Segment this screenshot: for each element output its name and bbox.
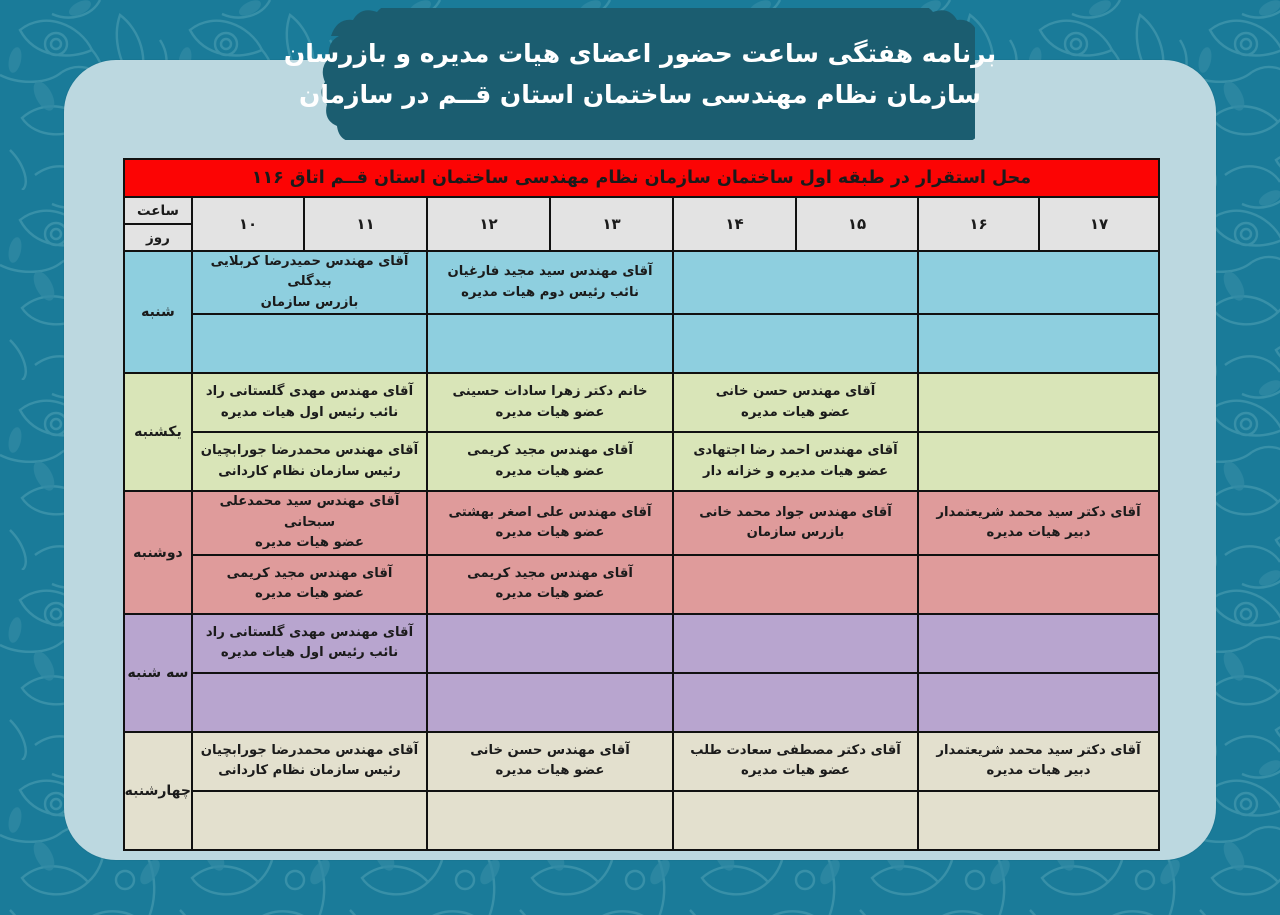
- slot-1-1-3: [192, 432, 427, 491]
- hour-header-۱۳: ۱۳: [550, 197, 673, 251]
- slot-0-1-3: [192, 314, 427, 373]
- hour-header-۱۵: ۱۵: [796, 197, 918, 251]
- slot-2-1-0: [918, 555, 1159, 614]
- slot-person: آقای مهندس مجید کریمی: [467, 565, 633, 581]
- slot-0-1-1: [673, 314, 918, 373]
- location-bar-row: [124, 159, 1159, 197]
- slot-role: عضو هیات مدیره: [495, 586, 605, 602]
- slot-person: خانم دکتر زهرا سادات حسینی: [452, 384, 648, 400]
- day-label-0: شنبه: [124, 251, 192, 373]
- slot-role: رئیس سازمان نظام کاردانی: [218, 463, 401, 479]
- slot-role: عضو هیات مدیره: [495, 404, 605, 420]
- hour-header-۱۱: ۱۱: [304, 197, 427, 251]
- day-label-2: دوشنبه: [124, 491, 192, 613]
- day-row-1-1: [124, 432, 1159, 491]
- title-banner: [283, 8, 997, 140]
- slot-4-1-1: [673, 791, 918, 850]
- slot-role: عضو هیات مدیره و خزانه دار: [703, 463, 888, 479]
- day-row-3-1: [124, 673, 1159, 732]
- day-row-2-0: [124, 491, 1159, 554]
- slot-person: آقای دکتر سید محمد شریعتمدار: [936, 742, 1141, 758]
- hour-header-۱۲: ۱۲: [427, 197, 550, 251]
- slot-1-0-1: [673, 373, 918, 432]
- slot-4-1-2: [427, 791, 673, 850]
- slot-role: عضو هیات مدیره: [255, 535, 364, 551]
- slot-role: نائب رئیس اول هیات مدیره: [220, 404, 399, 420]
- slot-2-0-2: [427, 491, 673, 554]
- slot-3-1-3: [192, 673, 427, 732]
- day-label-1: یکشنبه: [124, 373, 192, 491]
- slot-role: عضو هیات مدیره: [255, 586, 364, 602]
- slot-role: عضو هیات مدیره: [495, 763, 605, 779]
- slot-4-1-3: [192, 791, 427, 850]
- day-row-4-1: [124, 791, 1159, 850]
- title-plaque-shape: [305, 8, 975, 140]
- hour-header-۱۶: ۱۶: [918, 197, 1039, 251]
- hour-header-۱۷: ۱۷: [1039, 197, 1159, 251]
- slot-person: آقای مهندس مجید کریمی: [467, 443, 633, 459]
- slot-4-1-0: [918, 791, 1159, 850]
- slot-person: آقای مهندس جواد محمد خانی: [699, 504, 892, 520]
- slot-4-0-2: [427, 732, 673, 791]
- slot-3-0-3: [192, 614, 427, 673]
- slot-2-0-1: [673, 491, 918, 554]
- slot-person: آقای مهندس حسن خانی: [470, 742, 630, 758]
- slot-role: عضو هیات مدیره: [741, 763, 850, 779]
- slot-0-0-1: [673, 251, 918, 314]
- slot-1-1-2: [427, 432, 673, 491]
- corner-hour-label: ساعت: [124, 197, 192, 224]
- slot-2-1-2: [427, 555, 673, 614]
- slot-1-1-0: [918, 432, 1159, 491]
- slot-person: آقای مهندس حسن خانی: [715, 384, 876, 400]
- slot-role: دبیر هیات مدیره: [986, 525, 1091, 541]
- slot-3-1-1: [673, 673, 918, 732]
- slot-2-0-3: [192, 491, 427, 554]
- slot-2-1-1: [673, 555, 918, 614]
- slot-4-0-3: [192, 732, 427, 791]
- day-label-4: چهارشنبه: [124, 732, 192, 850]
- slot-person: آقای مهندس حمیدرضا کربلایی بیدگلی: [210, 254, 409, 290]
- slot-2-1-3: [192, 555, 427, 614]
- slot-role: بازرس سازمان: [746, 525, 845, 541]
- slot-role: دبیر هیات مدیره: [986, 763, 1091, 779]
- slot-3-0-0: [918, 614, 1159, 673]
- title-line-1: برنامه هفتگی ساعت حضور اعضای هیات مدیره و بازرسان: [283, 38, 997, 68]
- schedule-table-container: [125, 158, 1160, 851]
- slot-1-0-0: [918, 373, 1159, 432]
- slot-0-1-0: [918, 314, 1159, 373]
- location-bar: محل استقرار در طبقه اول ساختمان سازمان نظام مهندسی ساختمان استان قــم اتاق ۱۱۶: [124, 159, 1159, 197]
- slot-person: آقای دکتر مصطفی سعادت طلب: [690, 742, 901, 758]
- slot-person: آقای مهندس محمدرضا جورابچیان: [200, 443, 419, 459]
- day-row-2-1: [124, 555, 1159, 614]
- slot-1-0-2: [427, 373, 673, 432]
- slot-person: آقای مهندس سید مجید فارغیان: [447, 264, 653, 280]
- slot-person: آقای مهندس محمدرضا جورابچیان: [200, 742, 419, 758]
- slot-1-0-3: [192, 373, 427, 432]
- slot-person: آقای مهندس علی اصغر بهشتی: [448, 504, 652, 520]
- slot-role: عضو هیات مدیره: [495, 525, 605, 541]
- day-row-1-0: [124, 373, 1159, 432]
- slot-3-0-2: [427, 614, 673, 673]
- slot-0-0-2: [427, 251, 673, 314]
- slot-3-0-1: [673, 614, 918, 673]
- slot-role: عضو هیات مدیره: [495, 463, 605, 479]
- day-row-3-0: [124, 614, 1159, 673]
- slot-role: نائب رئیس دوم هیات مدیره: [461, 284, 639, 300]
- day-label-3: سه شنبه: [124, 614, 192, 732]
- hour-header-۱۰: ۱۰: [192, 197, 304, 251]
- slot-role: بازرس سازمان: [260, 294, 359, 310]
- slot-4-0-1: [673, 732, 918, 791]
- slot-0-1-2: [427, 314, 673, 373]
- slot-person: آقای دکتر سید محمد شریعتمدار: [936, 504, 1141, 520]
- slot-3-1-0: [918, 673, 1159, 732]
- slot-2-0-0: [918, 491, 1159, 554]
- slot-role: رئیس سازمان نظام کاردانی: [218, 763, 401, 779]
- slot-person: آقای مهندس سید محمدعلی سبحانی: [219, 494, 400, 530]
- slot-0-0-3: [192, 251, 427, 314]
- slot-4-0-0: [918, 732, 1159, 791]
- slot-role: نائب رئیس اول هیات مدیره: [220, 645, 399, 661]
- day-row-4-0: [124, 732, 1159, 791]
- title-line-2: سازمان نظام مهندسی ساختمان استان قــم در سازمان: [298, 80, 982, 109]
- slot-person: آقای مهندس مهدی گلستانی راد: [205, 384, 414, 400]
- hours-header-row: [124, 197, 1159, 224]
- hour-header-۱۴: ۱۴: [673, 197, 796, 251]
- day-row-0-1: [124, 314, 1159, 373]
- slot-person: آقای مهندس مهدی گلستانی راد: [205, 624, 414, 640]
- slot-0-0-0: [918, 251, 1159, 314]
- weekly-schedule-table: [123, 158, 1160, 851]
- slot-3-1-2: [427, 673, 673, 732]
- slot-person: آقای مهندس مجید کریمی: [226, 565, 393, 581]
- day-row-0-0: [124, 251, 1159, 314]
- slot-role: عضو هیات مدیره: [741, 404, 850, 420]
- slot-1-1-1: [673, 432, 918, 491]
- slot-person: آقای مهندس احمد رضا اجتهادی: [693, 443, 898, 459]
- corner-day-label: روز: [124, 224, 192, 251]
